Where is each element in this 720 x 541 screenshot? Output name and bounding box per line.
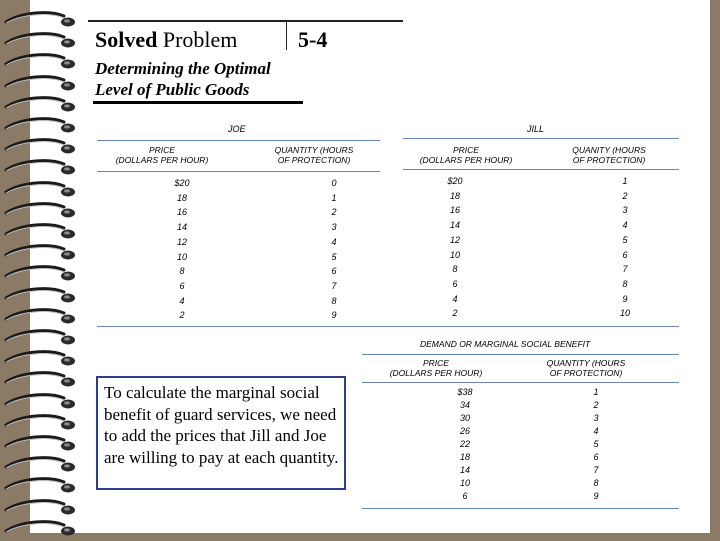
joe-qty-cell: 4	[331, 236, 337, 247]
joe-label: JOE	[228, 124, 246, 134]
jill-qty-header-line-1: QUANITY (HOURS	[572, 145, 646, 155]
demand-price-header	[380, 358, 492, 378]
bottom-margin	[0, 533, 720, 540]
title-divider	[286, 22, 287, 50]
jill-price-cell: 6	[452, 278, 458, 289]
demand-price-cell: 10	[459, 478, 470, 488]
jill-qty-cell: 8	[622, 278, 628, 289]
jill-price-cell: 12	[449, 234, 460, 245]
binder-ring-icon	[2, 286, 78, 308]
problem-number: 5-4	[298, 27, 328, 52]
binder-ring-icon	[2, 243, 78, 265]
subtitle-line-1: Determining the Optimal	[95, 59, 271, 78]
jill-price-cell: 14	[449, 220, 460, 231]
binder-ring-icon	[2, 349, 78, 371]
demand-qty-cell: 4	[593, 426, 599, 436]
binder-ring-icon	[2, 31, 78, 53]
joe-qty-cell: 8	[331, 295, 337, 306]
binder-ring-icon	[2, 370, 78, 392]
demand-price-cell: 18	[459, 452, 470, 462]
joe-body-rule	[97, 171, 380, 172]
joe-price-cell: 4	[179, 295, 185, 306]
joe-qty-header-line-2: OF PROTECTION)	[277, 155, 351, 165]
binder-ring-icon	[2, 180, 78, 202]
demand-qty-cell: 5	[593, 439, 599, 449]
joe-price-header	[106, 145, 218, 165]
jill-qty-cell: 6	[622, 249, 628, 260]
jill-qty-cell: 10	[619, 308, 630, 319]
demand-bottom-rule	[362, 508, 679, 509]
jill-price-cell: 4	[452, 293, 458, 304]
joe-qty-cell: 3	[331, 222, 337, 233]
binder-ring-icon	[2, 52, 78, 74]
jill-price-cell: 2	[452, 308, 458, 319]
joe-price-header-line-1: PRICE	[149, 145, 175, 155]
jill-qty-header-line-2: OF PROTECTION)	[572, 155, 646, 165]
demand-header-rule	[362, 354, 679, 355]
joe-qty-cell: 6	[331, 266, 337, 277]
jill-qty-cell: 7	[622, 264, 628, 275]
demand-qty-cell: 7	[593, 465, 599, 475]
jill-header-rule	[403, 138, 679, 139]
binder-ring-icon	[2, 74, 78, 96]
jill-price-header	[410, 145, 522, 165]
joe-qty-cell: 5	[331, 251, 337, 262]
jill-qty-cell: 9	[622, 293, 628, 304]
binder-ring-icon	[2, 158, 78, 180]
jill-qty-cell: 1	[622, 176, 628, 186]
joe-qty-cell: 1	[331, 192, 337, 203]
subtitle	[95, 58, 271, 100]
joe-price-cell: 8	[179, 266, 185, 277]
joe-price-cell: $20	[174, 178, 190, 188]
binder-ring-icon	[2, 201, 78, 223]
demand-price-cell: 6	[462, 491, 468, 501]
demand-qty-cell: 6	[593, 452, 599, 462]
demand-price-cell: 26	[459, 426, 470, 436]
demand-price-cell: 30	[459, 413, 470, 423]
joe-header-rule	[97, 140, 380, 141]
jill-body-rule	[403, 169, 679, 170]
joe-qty-cell: 9	[331, 310, 337, 321]
joe-price-cell: 14	[176, 222, 187, 233]
right-margin	[710, 0, 720, 540]
joe-price-cell: 18	[176, 192, 187, 203]
title-bar	[88, 20, 403, 50]
jill-qty-cell: 3	[622, 205, 628, 216]
tables-bottom-rule	[97, 326, 679, 327]
binder-ring-icon	[2, 455, 78, 477]
binder-ring-icon	[2, 116, 78, 138]
demand-price-cell: 34	[459, 400, 470, 410]
binder-ring-icon	[2, 434, 78, 456]
jill-qty-cell: 5	[622, 234, 628, 245]
joe-qty-cell: 7	[331, 280, 337, 291]
binder-ring-icon	[2, 519, 78, 541]
joe-price-header-line-2: (DOLLARS PER HOUR)	[115, 155, 209, 165]
joe-price-cell: 6	[179, 280, 185, 291]
jill-price-header-line-1: PRICE	[453, 145, 479, 155]
demand-price-header-line-2: (DOLLARS PER HOUR)	[389, 368, 483, 378]
jill-price-cell: 10	[449, 249, 460, 260]
binder-ring-icon	[2, 392, 78, 414]
jill-qty-header	[553, 145, 665, 165]
jill-price-cell: 16	[449, 205, 460, 216]
binder-ring-icon	[2, 10, 78, 32]
demand-qty-cell: 2	[593, 400, 599, 410]
demand-price-cell: 22	[459, 439, 470, 449]
binder-ring-icon	[2, 498, 78, 520]
binder-ring-icon	[2, 307, 78, 329]
subtitle-underline	[93, 101, 303, 104]
joe-price-cell: 10	[176, 251, 187, 262]
jill-price-cell: 8	[452, 264, 458, 275]
binder-ring-icon	[2, 264, 78, 286]
binder-ring-icon	[2, 222, 78, 244]
binder-ring-icon	[2, 413, 78, 435]
joe-qty-cell: 0	[331, 178, 337, 188]
jill-label: JILL	[527, 124, 545, 134]
binder-ring-icon	[2, 95, 78, 117]
joe-price-cell: 2	[179, 310, 185, 321]
demand-qty-cell: 8	[593, 478, 599, 488]
binder-rings	[0, 10, 80, 540]
jill-price-header-line-2: (DOLLARS PER HOUR)	[419, 155, 513, 165]
demand-qty-cell: 3	[593, 413, 599, 423]
demand-qty-header	[530, 358, 642, 378]
title-bold-word: Solved	[95, 27, 158, 52]
joe-qty-header	[258, 145, 370, 165]
binder-ring-icon	[2, 328, 78, 350]
demand-label: DEMAND OR MARGINAL SOCIAL BENEFIT	[420, 339, 591, 349]
explanation-callout: To calculate the marginal social benefit of guard services, we need to add the prices that Jill and Joe are willing to pay at each quantity.	[96, 376, 346, 490]
demand-price-header-line-1: PRICE	[423, 358, 449, 368]
demand-qty-header-line-1: QUANTITY (HOURS	[546, 358, 626, 368]
jill-price-cell: 18	[449, 190, 460, 201]
demand-body-rule	[362, 382, 679, 383]
joe-price-cell: 16	[176, 207, 187, 218]
joe-price-cell: 12	[176, 236, 187, 247]
demand-qty-cell: 1	[593, 387, 599, 397]
joe-qty-header-line-1: QUANTITY (HOURS	[274, 145, 354, 155]
demand-price-cell: 14	[459, 465, 470, 475]
title-rest: Problem	[162, 27, 238, 52]
joe-qty-cell: 2	[331, 207, 337, 218]
demand-price-cell: $38	[457, 387, 473, 397]
jill-qty-cell: 4	[622, 220, 628, 231]
page-title	[95, 27, 237, 53]
binder-ring-icon	[2, 137, 78, 159]
binder-ring-icon	[2, 476, 78, 498]
jill-price-cell: $20	[447, 176, 463, 186]
subtitle-line-2: Level of Public Goods	[95, 80, 250, 99]
demand-qty-header-line-2: OF PROTECTION)	[549, 368, 623, 378]
jill-qty-cell: 2	[622, 190, 628, 201]
demand-qty-cell: 9	[593, 491, 599, 501]
